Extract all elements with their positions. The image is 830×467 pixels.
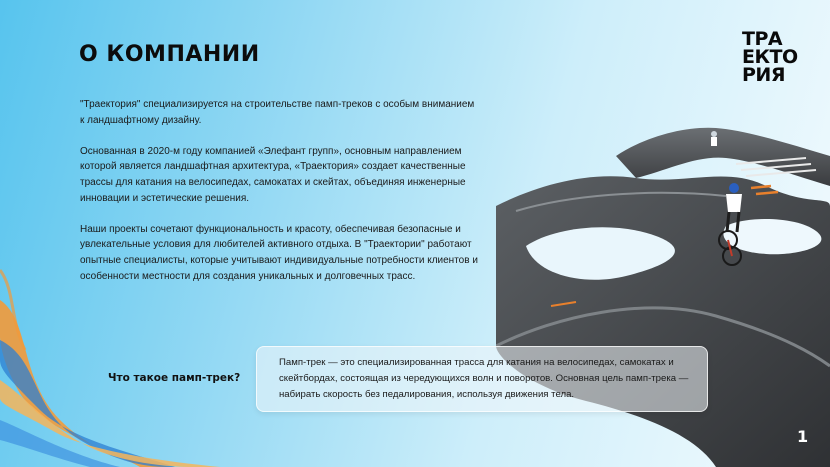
pump-track-photo (496, 116, 830, 467)
logo-line-2: ЕКТО (742, 46, 798, 68)
about-paragraph-1: "Траектория" специализируется на строительстве памп-треков с особым вниманием к ландшафтному дизайну. (80, 99, 475, 126)
page-number: 1 (797, 427, 809, 446)
about-paragraph-2: Основанная в 2020-м году компанией «Элефант групп», основным направлением которой является ландшафтная архитектура, «Траектория» создает качественные трассы для катания на велосипедах, самокатах и скейтах, объединяя инженерные инновации и эстетические решения. (80, 145, 466, 204)
about-text (80, 97, 480, 300)
page-title: О КОМПАНИИ (79, 42, 260, 67)
logo-line-3: РИЯ (742, 64, 785, 86)
company-logo (742, 30, 812, 84)
about-paragraph-3: Наши проекты сочетают функциональность и красоту, обеспечивая безопасные и увлекательные условия для любителей активного отдыха. В "Траектории" работают опытные специалисты, которые учитывают индивидуальные потребности клиентов и особенности местности для создания уникальных и долговечных трасс. (80, 223, 478, 282)
logo-line-1: ТРА (742, 28, 783, 50)
faq-answer-box (256, 346, 708, 412)
faq-answer: Памп-трек — это специализированная трасса для катания на велосипедах, самокатах и скейтбордах, состоящая из чередующихся волн и поворотов. Основная цель памп-трека — набирать скорость без педалирования, используя движения тела. (279, 357, 689, 400)
faq-question: Что такое памп-трек? (108, 372, 241, 384)
